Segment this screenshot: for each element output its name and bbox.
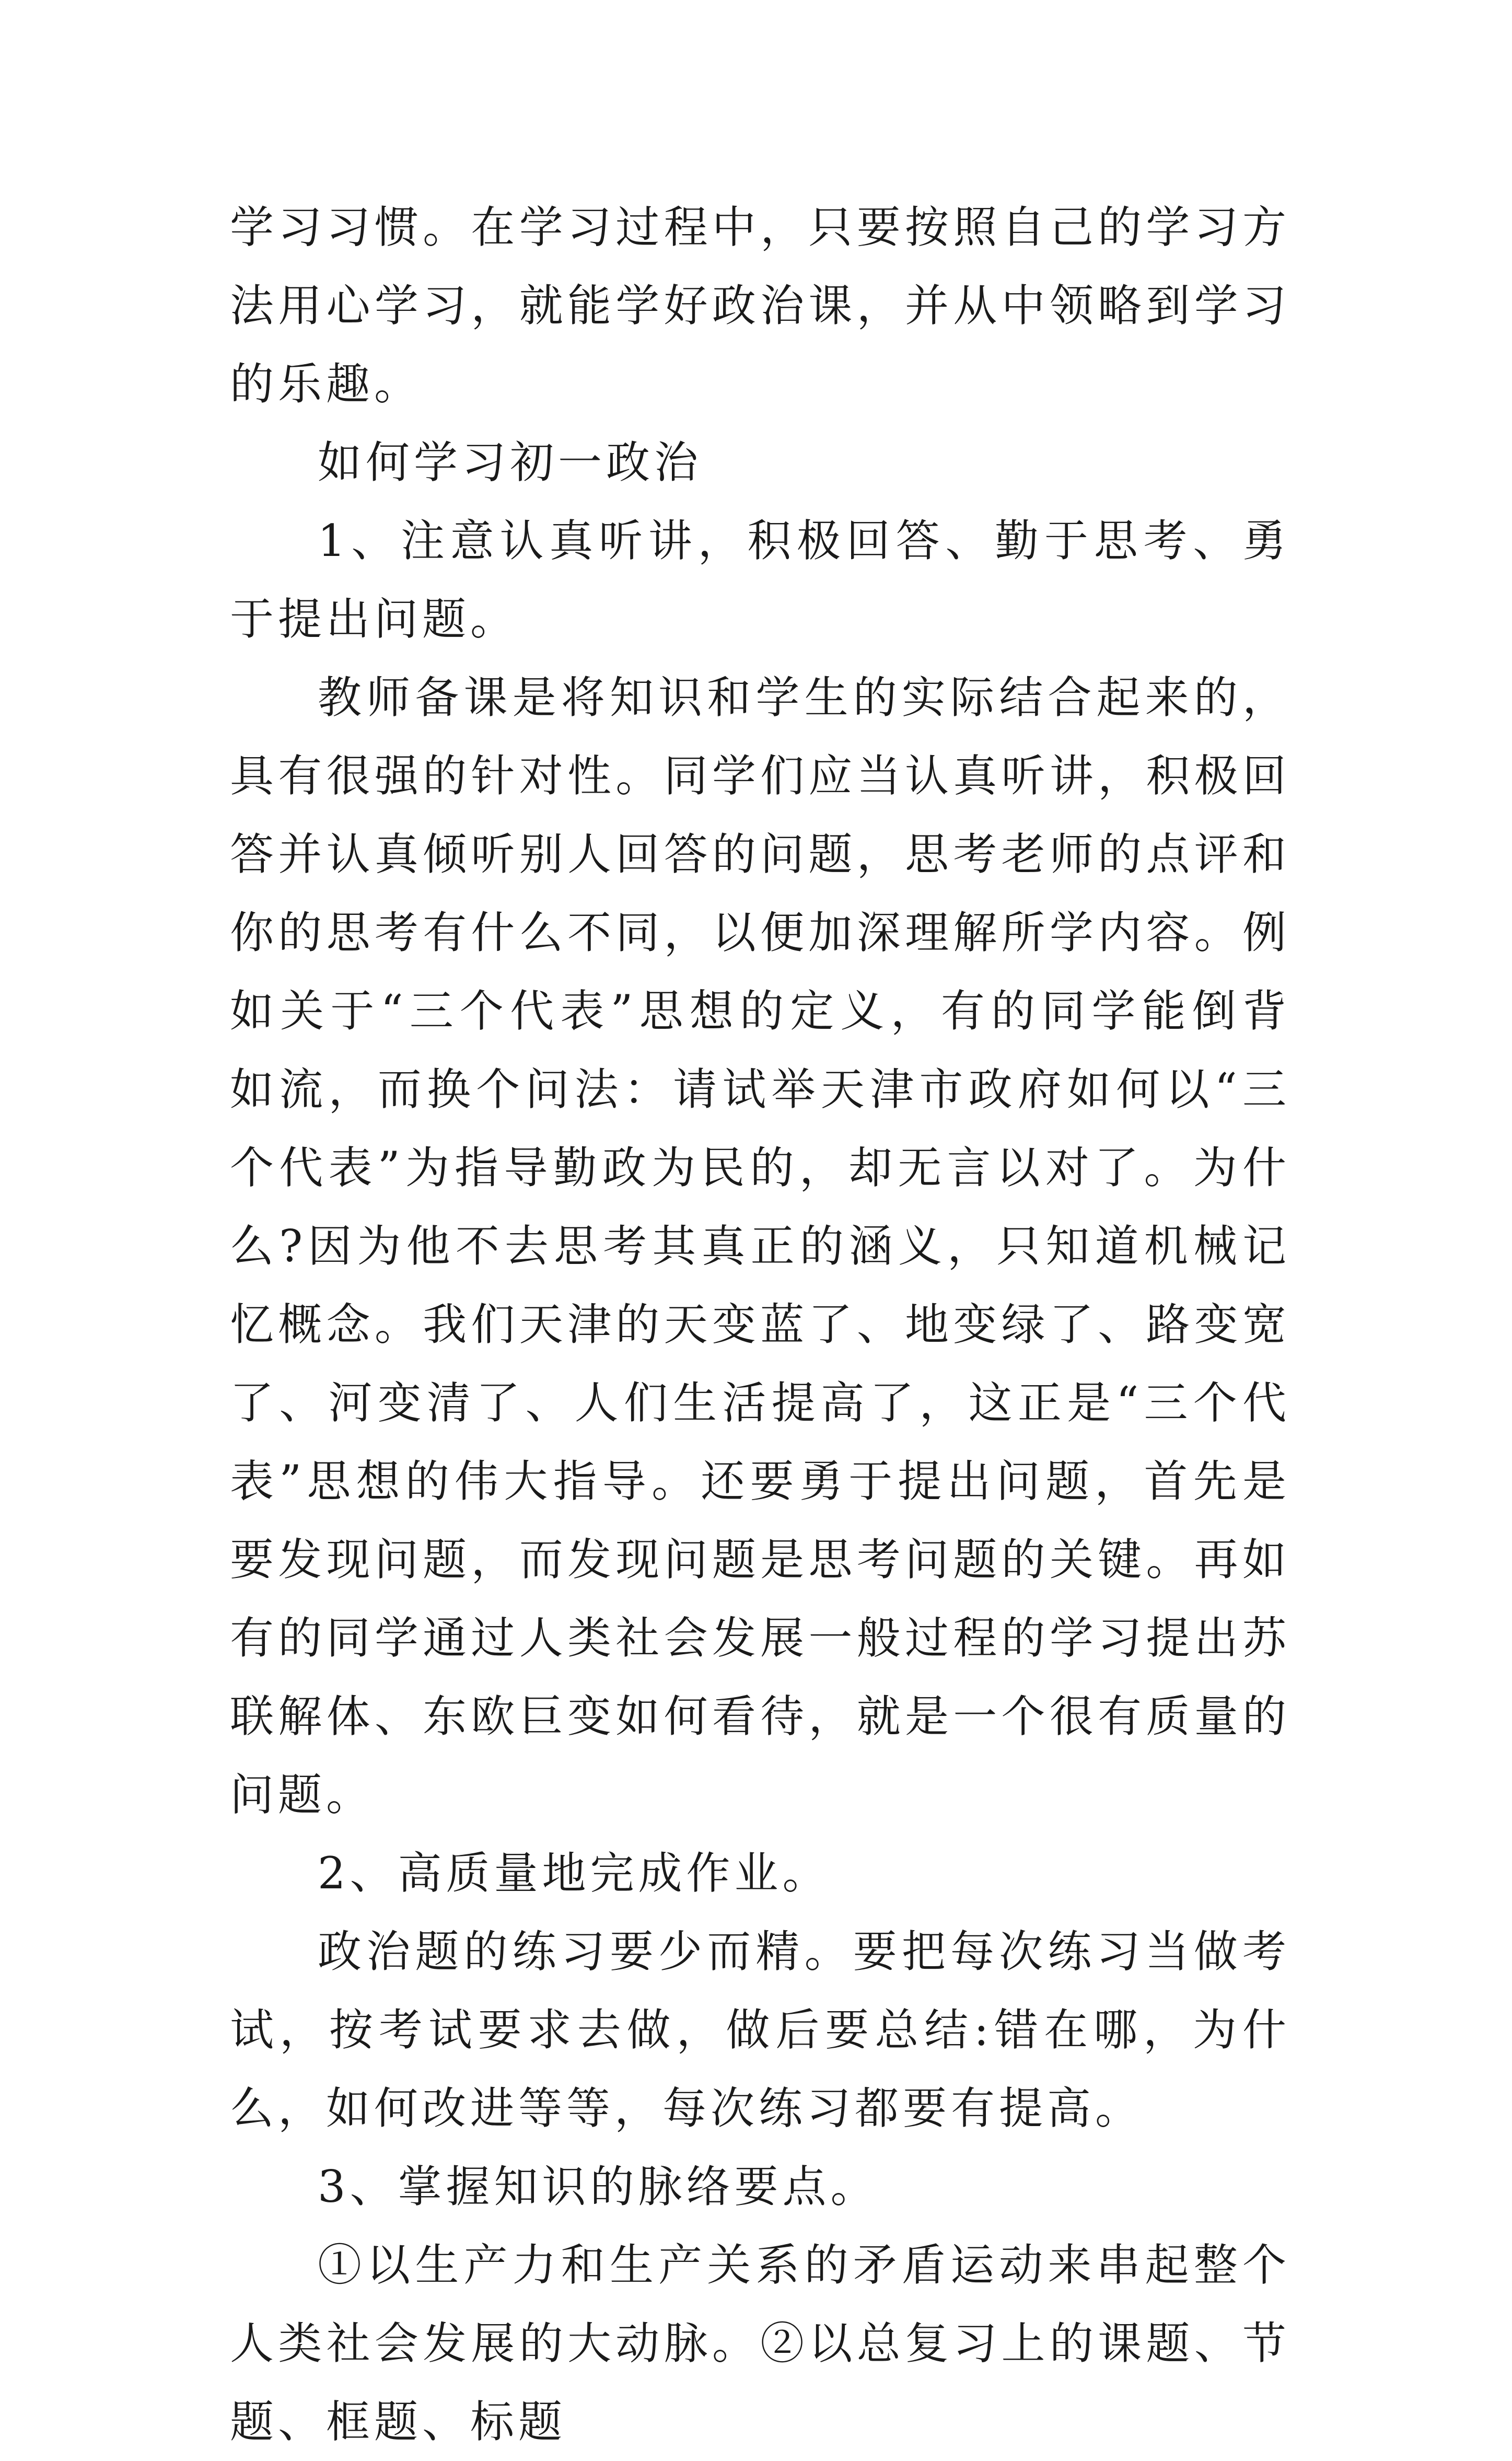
- point-heading-1: 1、注意认真听讲，积极回答、勤于思考、勇于提出问题。: [230, 515, 1290, 645]
- paragraph-body-1: 教师备课是将知识和学生的实际结合起来的，具有很强的针对性。同学们应当认真听讲，积极回答并认真倾听别人回答的问题，思考老师的点评和你的思考有什么不同，以便加深理解所学内容。例如关于“三个代表”思想的定义，有的同学能倒背如流，而换个问法：请试举天津市政府如何以“三个代表”为指导勤政为民的，却无言以对了。为什么?因为他不去思考其真正的涵义，只知道机械记忆概念。我们天津的天变蓝了、地变绿了、路变宽了、河变清了、人们生活提高了，这正是“三个代表”思想的伟大指导。还要勇于提出问题，首先是要发现问题，而发现问题是思考问题的关键。再如有的同学通过人类社会发展一般过程的学习提出苏联解体、东欧巨变如何看待，就是一个很有质量的问题。: [230, 672, 1290, 1820]
- section-title: 如何学习初一政治: [318, 437, 703, 488]
- point-heading-2: 2、高质量地完成作业。: [318, 1848, 831, 1899]
- point-heading-3: 3、掌握知识的脉络要点。: [318, 2161, 879, 2212]
- document-body: [230, 188, 1290, 2461]
- paragraph-continuation: 学习习惯。在学习过程中，只要按照自己的学习方法用心学习，就能学好政治课，并从中领略到学习的乐趣。: [230, 202, 1290, 410]
- paragraph-body-3: ①以生产力和生产关系的矛盾运动来串起整个人类社会发展的大动脉。②以总复习上的课题、节题、框题、标题: [230, 2239, 1290, 2447]
- paragraph-body-2: 政治题的练习要少而精。要把每次练习当做考试，按考试要求去做，做后要总结:错在哪，为什么，如何改进等等，每次练习都要有提高。: [230, 1926, 1290, 2134]
